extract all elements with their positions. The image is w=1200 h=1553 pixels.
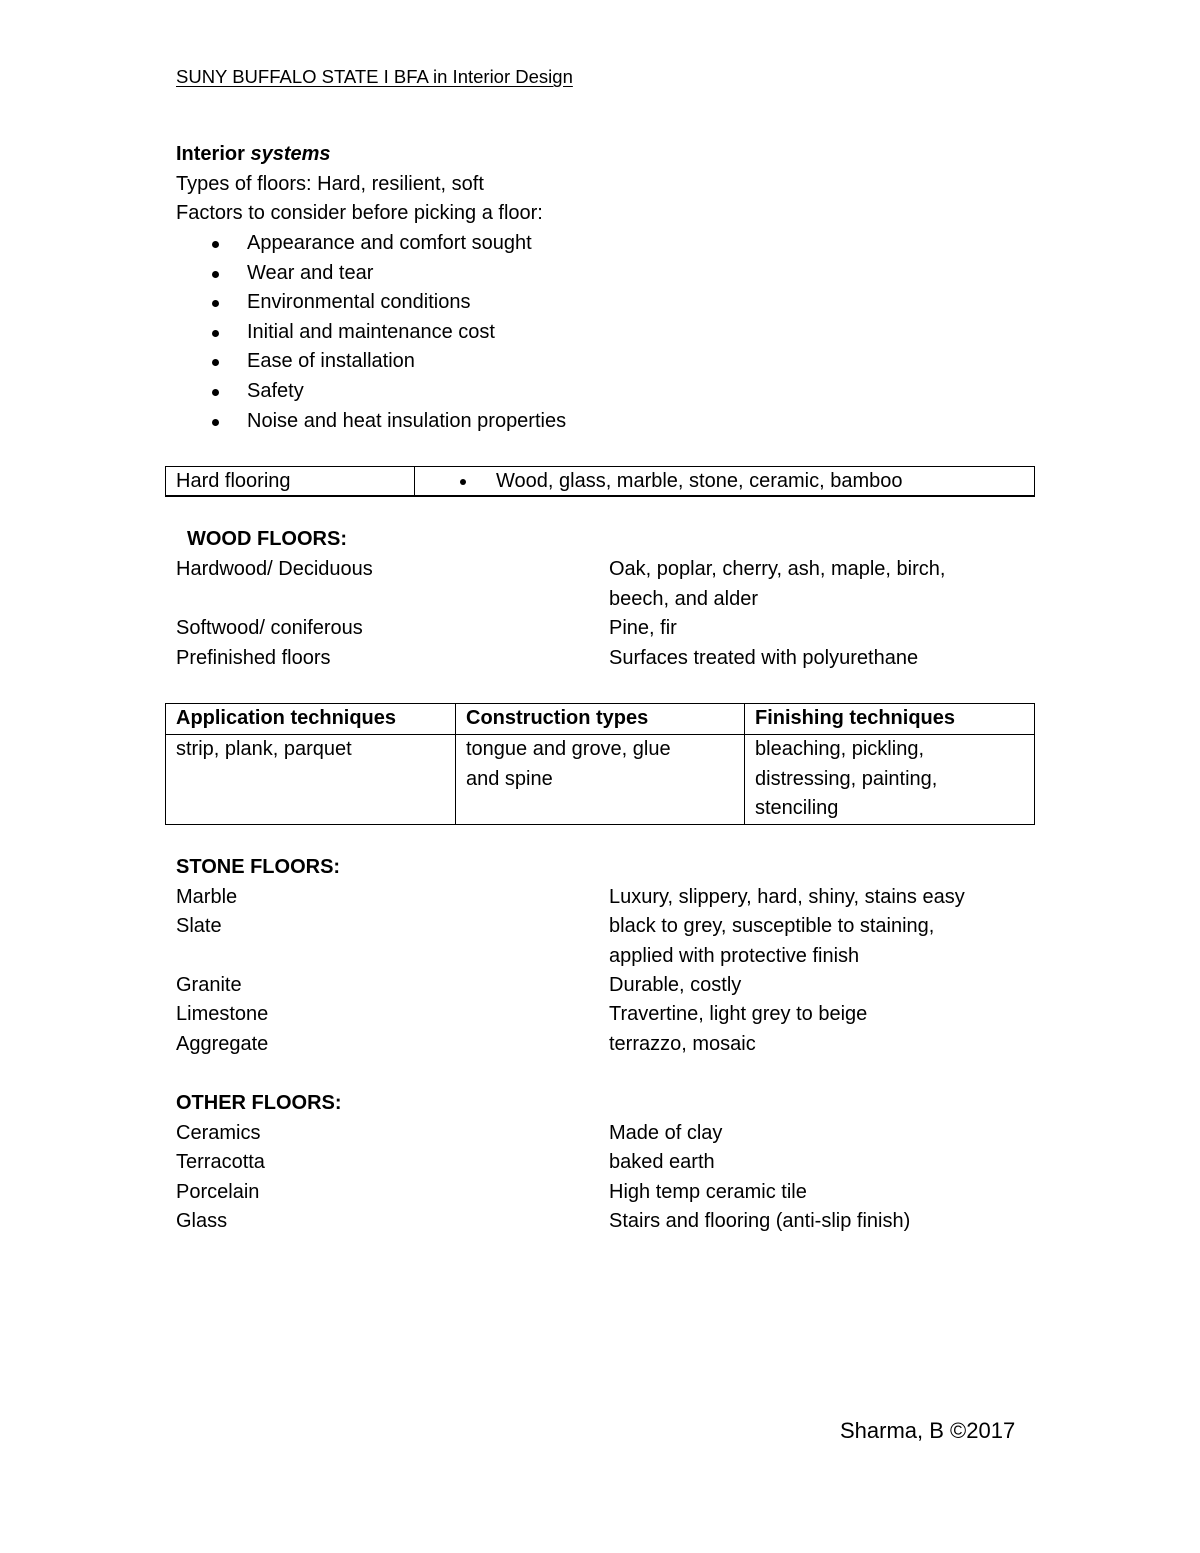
- section-title-italic: systems: [250, 143, 331, 165]
- hard-flooring-label: Hard flooring: [176, 470, 291, 492]
- other-row-name: Terracotta: [176, 1151, 265, 1173]
- stone-row-name: Limestone: [176, 1003, 269, 1025]
- table-header-cell: Application techniques: [166, 704, 456, 735]
- other-row-desc: Stairs and flooring (anti-slip finish): [609, 1210, 911, 1232]
- factors-list: [176, 229, 566, 436]
- stone-row-desc: black to grey, susceptible to staining,: [609, 915, 935, 937]
- floor-types-line: Types of floors: Hard, resilient, soft: [176, 173, 484, 195]
- list-item: Noise and heat insulation properties: [176, 407, 566, 437]
- hard-flooring-table: [165, 466, 1035, 497]
- list-item: Initial and maintenance cost: [176, 318, 566, 348]
- other-row-name: Glass: [176, 1210, 228, 1232]
- hard-flooring-items: Wood, glass, marble, stone, ceramic, bamboo: [496, 470, 903, 492]
- stone-row-name: Granite: [176, 974, 242, 996]
- wood-row-name: Prefinished floors: [176, 647, 331, 669]
- bullet-icon: [460, 479, 466, 485]
- table-row: [166, 735, 1035, 825]
- stone-row-name: Aggregate: [176, 1033, 269, 1055]
- wood-row-desc: Oak, poplar, cherry, ash, maple, birch,: [609, 558, 946, 580]
- stone-row-desc: Travertine, light grey to beige: [609, 1003, 868, 1025]
- copyright-footer: Sharma, B ©2017: [840, 1418, 1016, 1443]
- stone-row-desc: terrazzo, mosaic: [609, 1033, 756, 1055]
- table-cell: [456, 735, 745, 825]
- stone-row-desc: Luxury, slippery, hard, shiny, stains easy: [609, 886, 965, 908]
- other-row-name: Porcelain: [176, 1181, 260, 1203]
- other-row-desc: Made of clay: [609, 1122, 723, 1144]
- other-row-name: Ceramics: [176, 1122, 261, 1144]
- cell-line: bleaching, pickling,: [755, 738, 924, 760]
- list-item: Ease of installation: [176, 347, 566, 377]
- stone-row-name: Marble: [176, 886, 238, 908]
- cell-line: distressing, painting,: [755, 767, 938, 790]
- list-item: Appearance and comfort sought: [176, 229, 566, 259]
- table-divider: [414, 467, 415, 495]
- table-header-row: [166, 704, 1035, 735]
- wood-row-desc: Surfaces treated with polyurethane: [609, 647, 919, 669]
- stone-row-name: Slate: [176, 915, 222, 937]
- list-item: Environmental conditions: [176, 288, 566, 318]
- cell-line: strip, plank, parquet: [176, 738, 352, 760]
- other-floors-heading: OTHER FLOORS:: [176, 1092, 342, 1114]
- table-cell: [166, 735, 456, 825]
- cell-line: and spine: [466, 767, 553, 790]
- factors-intro: Factors to consider before picking a floor:: [176, 202, 543, 224]
- wood-row-name: Hardwood/ Deciduous: [176, 558, 373, 580]
- cell-line: tongue and grove, glue: [466, 738, 671, 760]
- stone-row-desc: applied with protective finish: [609, 945, 860, 967]
- stone-floors-heading: STONE FLOORS:: [176, 856, 341, 878]
- cell-line: stenciling: [755, 797, 839, 820]
- table-header-cell: Construction types: [456, 704, 745, 735]
- table-header-cell: Finishing techniques: [745, 704, 1035, 735]
- other-row-desc: High temp ceramic tile: [609, 1181, 807, 1203]
- wood-row-desc: beech, and alder: [609, 588, 759, 610]
- list-item: Safety: [176, 377, 566, 407]
- wood-row-name: Softwood/ coniferous: [176, 617, 363, 639]
- section-title: [176, 140, 331, 170]
- document-header: SUNY BUFFALO STATE I BFA in Interior Design: [176, 66, 573, 87]
- list-item: Wear and tear: [176, 259, 566, 289]
- section-title-regular: Interior: [176, 143, 251, 165]
- other-row-desc: baked earth: [609, 1151, 715, 1173]
- wood-floors-heading: WOOD FLOORS:: [187, 528, 347, 550]
- wood-row-desc: Pine, fir: [609, 617, 677, 639]
- wood-techniques-table: [165, 703, 1035, 825]
- stone-row-desc: Durable, costly: [609, 974, 742, 996]
- table-cell: [745, 735, 1035, 825]
